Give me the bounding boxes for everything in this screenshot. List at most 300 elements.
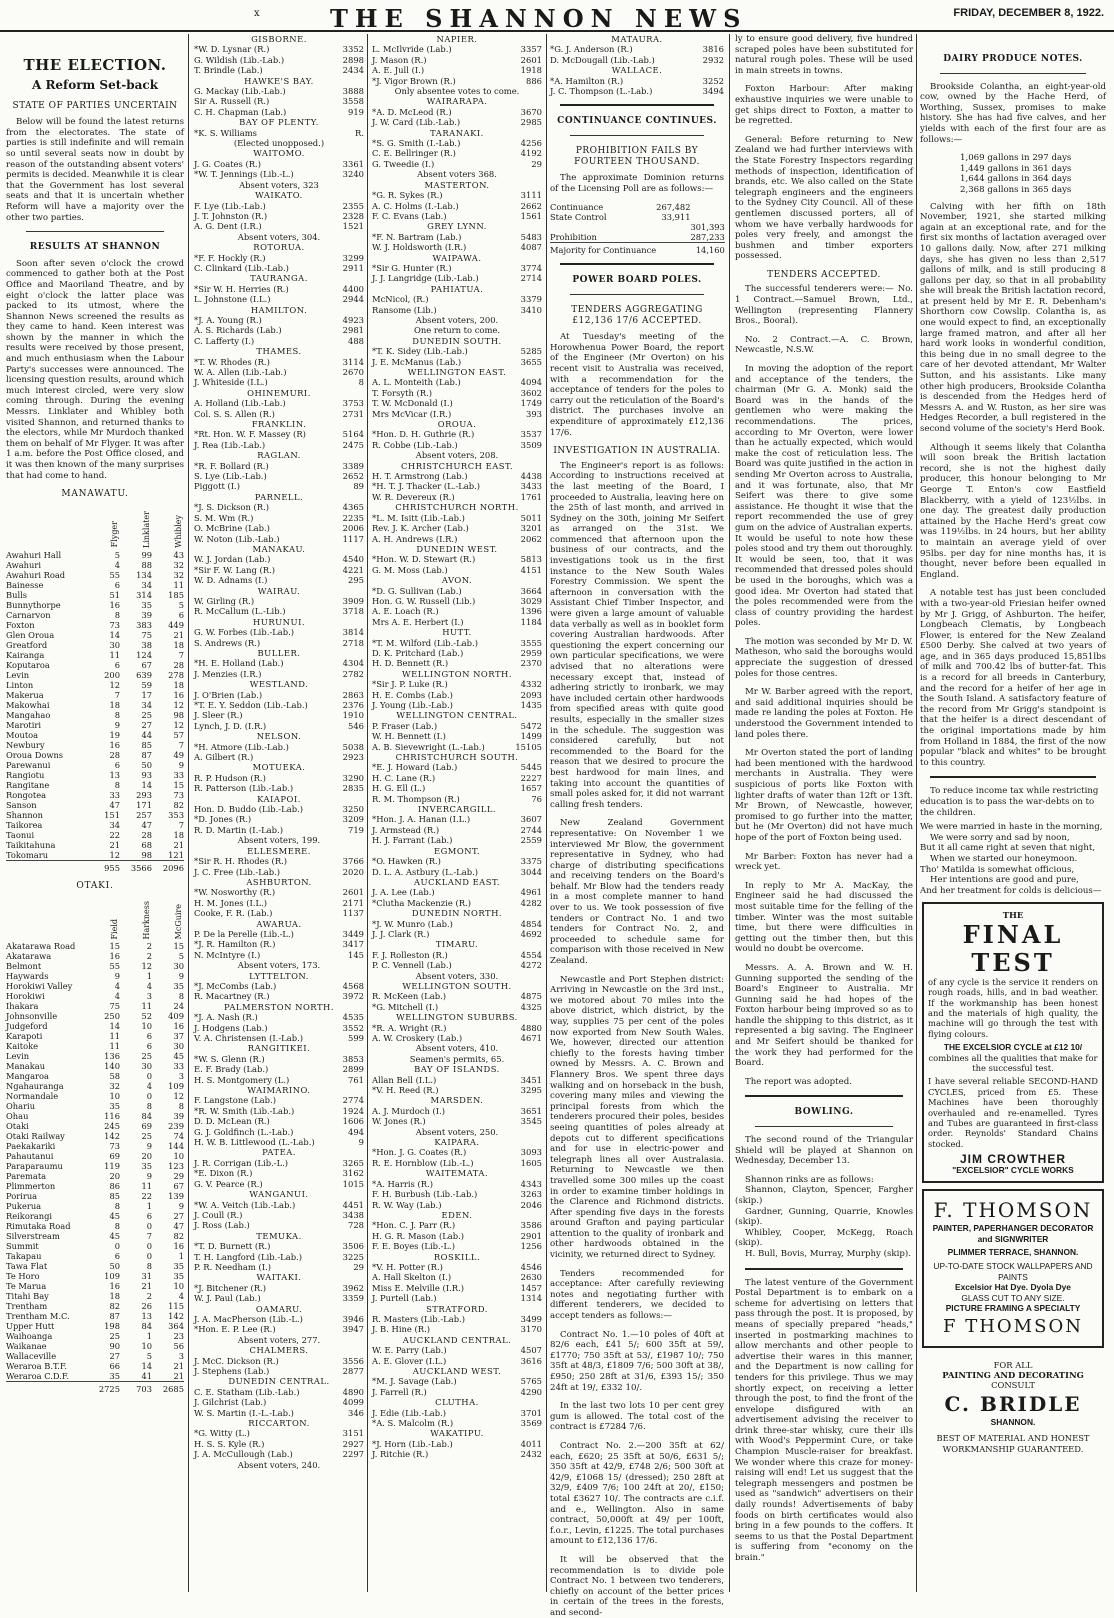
candidate-row xyxy=(372,65,542,75)
candidate-row xyxy=(194,742,364,752)
candidate-name: J. W. Card (Lib.-Lab.) xyxy=(372,117,461,128)
candidate-name: P. R. Needham (I.) xyxy=(194,1261,271,1272)
candidate-votes: 4535 xyxy=(342,1012,364,1023)
candidate-name: *A. D. McLeod (R.) xyxy=(372,106,452,117)
candidate-row xyxy=(194,991,364,1001)
candidate-votes: 76 xyxy=(531,793,542,804)
candidate-name: Cooke, F. R. (Lab.) xyxy=(194,908,273,919)
electorate-heading: WAITEMATA. xyxy=(425,1168,489,1179)
candidate-name: W. J. Paul (Lab.) xyxy=(194,1293,261,1304)
electorate-heading: PARNELL. xyxy=(254,491,304,502)
candidate-votes: 3417 xyxy=(342,939,364,950)
candidate-votes: 2328 xyxy=(342,210,364,221)
table-row: Horokiwi 4 3 8 xyxy=(6,991,184,1002)
candidate-name: A. S. Richards (Lab.) xyxy=(194,325,282,336)
candidate-votes: 2662 xyxy=(520,200,542,211)
electorate-heading: AVON. xyxy=(441,575,473,586)
candidate-name: *L. M. Isitt (Lib.-Lab.) xyxy=(372,512,465,523)
candidate-name: E. F. Brady (Lab.) xyxy=(194,1064,269,1075)
electorate-heading: WESTLAND. xyxy=(249,679,309,690)
candidate-row xyxy=(194,1293,364,1303)
candidate-row xyxy=(194,429,364,439)
continuance-heading: CONTINUANCE CONTINUES. xyxy=(557,116,717,127)
electorate-heading: WALLACE. xyxy=(611,65,663,76)
candidate-votes: 4087 xyxy=(520,242,542,253)
candidate-row xyxy=(372,773,542,783)
candidate-row xyxy=(194,887,364,897)
candidate-row xyxy=(372,1241,542,1251)
candidate-name: H. G. Ell (L.) xyxy=(372,783,426,794)
table-row: Manakau 140 30 33 xyxy=(6,1061,184,1072)
candidate-votes: 4332 xyxy=(520,679,542,690)
candidate-name: R. M. Thompson (R.) xyxy=(372,793,460,804)
candidate-votes: 3774 xyxy=(520,262,542,273)
table-row: Kairanga 11 124 7 xyxy=(6,649,184,660)
candidate-row xyxy=(372,107,542,117)
candidate-row xyxy=(372,1272,542,1282)
candidate-votes: 2559 xyxy=(520,835,542,846)
candidate-name: J. G. Coates (R.) xyxy=(194,158,261,169)
masthead-mark: x xyxy=(254,8,260,19)
candidate-name: A. W. Croskery (Lab.) xyxy=(372,1033,463,1043)
candidate-row xyxy=(194,1127,364,1137)
candidate-name: D. D. McLean (R.) xyxy=(194,1116,270,1127)
candidate-votes: 3909 xyxy=(342,595,364,606)
candidate-votes: 3853 xyxy=(342,1053,364,1064)
table-row: Newbury 16 85 7 xyxy=(6,739,184,750)
masthead xyxy=(0,0,1114,32)
candidate-name: *H. T. J. Thacker (L.-Lab.) xyxy=(372,481,481,492)
candidate-name: *E. Dixon (R.) xyxy=(194,1168,253,1179)
candidate-votes: 2898 xyxy=(342,54,364,65)
candidate-votes: 3545 xyxy=(520,1116,542,1127)
candidate-votes: 1314 xyxy=(520,1293,542,1304)
candidate-row xyxy=(372,606,542,616)
electorate-heading: WELLINGTON EAST. xyxy=(407,367,507,377)
candidate-votes: 1521 xyxy=(342,221,364,232)
candidate-votes: 1137 xyxy=(342,908,364,919)
electorate-heading: ROTORUA. xyxy=(253,242,305,253)
candidate-row xyxy=(372,471,542,481)
candidate-name: W. Noton (Lib.-Lab.) xyxy=(194,533,280,544)
manawatu-totals: 955 3566 2096 xyxy=(6,860,184,873)
candidate-votes: 4304 xyxy=(342,658,364,669)
candidate-name: J. Whiteside (I.L.) xyxy=(194,377,268,388)
table-row: Horokiwi Valley 4 4 35 xyxy=(6,981,184,992)
candidate-votes: 3170 xyxy=(520,1324,542,1335)
candidate-votes: 5472 xyxy=(520,720,542,731)
candidate-row xyxy=(194,1064,364,1074)
table-row: Haywards 9 1 9 xyxy=(6,971,184,982)
candidate-row xyxy=(194,554,364,564)
table-row: Moutoa 19 44 57 xyxy=(6,729,184,740)
candidate-votes: 9 xyxy=(358,1137,364,1148)
candidate-votes: 4438 xyxy=(520,471,542,482)
candidate-votes: 1435 xyxy=(520,700,542,710)
candidate-votes: 89 xyxy=(353,481,364,492)
otaki-table xyxy=(6,893,184,1394)
electorate-heading: FRANKLIN. xyxy=(251,419,307,430)
candidate-votes: 2744 xyxy=(520,824,542,835)
candidate-row xyxy=(194,65,364,75)
candidate-row xyxy=(194,939,364,949)
table-row: Takapau 6 0 1 xyxy=(6,1251,184,1262)
candidate-votes: 3888 xyxy=(342,86,364,97)
candidate-row xyxy=(372,1189,542,1199)
electorate-heading: CHRISTCHURCH NORTH. xyxy=(395,502,519,513)
candidate-row xyxy=(194,96,364,106)
electorate-heading: WAIPAWA. xyxy=(432,252,482,263)
table-row: Greatford 30 38 18 xyxy=(6,639,184,650)
electorate-heading: WELLINGTON SUBURBS. xyxy=(396,1012,518,1023)
electorate-heading: HURUNUI. xyxy=(252,616,306,627)
column-1 xyxy=(6,34,184,1596)
candidate-row xyxy=(372,377,542,387)
candidate-row xyxy=(194,690,364,700)
candidate-row xyxy=(372,919,542,929)
table-row: Tokomaru 12 98 121 xyxy=(6,849,184,860)
candidate-votes: 2877 xyxy=(342,1366,364,1376)
candidate-name: *F. F. Hockly (R.) xyxy=(194,252,266,263)
candidate-row xyxy=(372,429,542,439)
candidate-row xyxy=(194,606,364,616)
candidate-row xyxy=(194,1283,364,1293)
candidate-row xyxy=(372,242,542,252)
candidate-votes: 4282 xyxy=(520,897,542,908)
candidate-name: J. Sleer (R.) xyxy=(194,710,243,721)
candidate-votes: 5038 xyxy=(342,741,364,752)
candidate-name: T. Forsyth (R.) xyxy=(372,387,433,398)
candidate-votes: 494 xyxy=(348,1126,364,1137)
candidate-name: J. Mason (R.) xyxy=(372,54,427,65)
candidate-name: N. McIntyre (I.) xyxy=(194,949,261,960)
table-row: Shannon 151 257 353 xyxy=(6,809,184,820)
candidate-votes: 3111 xyxy=(520,190,542,201)
candidate-votes: 5483 xyxy=(520,231,542,242)
candidate-votes: 2911 xyxy=(342,262,364,273)
candidate-row xyxy=(372,409,542,419)
electorate-heading: PATEA. xyxy=(262,1147,296,1158)
table-row: Taikorea 34 47 7 xyxy=(6,819,184,830)
candidate-votes: 2376 xyxy=(342,700,364,710)
candidate-votes: 1117 xyxy=(342,533,364,544)
electorate-heading: DUNEDIN CENTRAL. xyxy=(228,1376,330,1387)
candidate-votes: 3651 xyxy=(520,1105,542,1116)
column-4-results xyxy=(550,34,724,96)
candidate-votes: 3449 xyxy=(342,928,364,939)
candidate-name: J. A. McCullough (Lab.) xyxy=(194,1449,293,1460)
candidate-votes: 2981 xyxy=(342,325,364,336)
candidate-row xyxy=(194,336,364,346)
result-note: Absent voters, 304. xyxy=(237,231,321,242)
candidate-votes: 1761 xyxy=(520,491,542,502)
candidate-name: *Sir R. H. Rhodes (R.) xyxy=(194,856,288,867)
candidate-votes: 1910 xyxy=(342,710,364,721)
candidate-votes: 3093 xyxy=(520,1147,542,1158)
candidate-row xyxy=(194,211,364,221)
dairy-heading: DAIRY PRODUCE NOTES. xyxy=(943,54,1083,64)
table-row: Ohau 116 84 39 xyxy=(6,1111,184,1122)
candidate-votes: 4961 xyxy=(520,887,542,898)
candidate-votes: 1918 xyxy=(520,65,542,76)
result-note: Absent voters, 250. xyxy=(415,1126,499,1137)
candidate-name: G. Mackay (Lib.-Lab.) xyxy=(194,86,286,97)
result-note: Absent voters, 323 xyxy=(239,179,319,190)
election-subtitle: A Reform Set-back xyxy=(31,78,159,92)
candidate-name: *T. W. Rhodes (R.) xyxy=(194,356,270,367)
bowling-heading: BOWLING. xyxy=(794,1107,854,1118)
table-row: Marotiri 9 27 12 xyxy=(6,719,184,730)
candidate-name: L. McIlvride (Lab.) xyxy=(372,44,452,55)
electorate-heading: WANGANUI. xyxy=(249,1189,309,1200)
candidate-votes: 1256 xyxy=(520,1241,542,1252)
candidate-row xyxy=(372,1345,542,1355)
candidate-row xyxy=(372,190,542,200)
candidate-votes: 2370 xyxy=(520,658,542,669)
column-rule xyxy=(367,34,368,1592)
candidate-row xyxy=(194,1116,364,1126)
candidate-votes: 4854 xyxy=(520,918,542,929)
candidate-name: R. W. Way (Lab.) xyxy=(372,1199,442,1210)
result-note: Absent voters, 200. xyxy=(415,314,499,325)
electorate-heading: OROUA. xyxy=(437,419,477,430)
candidate-row xyxy=(194,55,364,65)
candidate-name: C. E. Statham (Lib.-Lab.) xyxy=(194,1386,300,1397)
candidate-row xyxy=(194,908,364,918)
candidate-name: S. Andrews (R.) xyxy=(194,637,261,648)
table-row: Oroua Downs 28 87 49 xyxy=(6,749,184,760)
candidate-name: Mrs McVicar (I.R.) xyxy=(372,408,452,419)
electorate-heading: MANAKAU. xyxy=(252,543,306,554)
electorate-heading: DUNEDIN SOUTH. xyxy=(412,335,502,346)
table-row: Bulls 51 314 185 xyxy=(6,589,184,600)
candidate-votes: 4011 xyxy=(520,1438,542,1449)
candidate-name: *Hon. C. J. Parr (R.) xyxy=(372,1220,456,1231)
candidate-row xyxy=(372,1106,542,1116)
candidate-votes: 3558 xyxy=(342,96,364,107)
candidate-votes: 3029 xyxy=(520,595,542,606)
electorate-heading: ELLESMERE. xyxy=(247,845,311,856)
candidate-row xyxy=(372,388,542,398)
candidate-votes: 1606 xyxy=(342,1116,364,1127)
candidate-row xyxy=(372,1231,542,1241)
candidate-votes: 3766 xyxy=(342,856,364,867)
candidate-name: Hon. G. W. Russell (Lib.) xyxy=(372,595,476,606)
candidate-votes: 2297 xyxy=(342,1449,364,1460)
candidate-name: *R. A. Wright (R.) xyxy=(372,1022,447,1033)
candidate-name: A. J. Murdoch (I.) xyxy=(372,1105,446,1116)
candidate-row xyxy=(194,867,364,877)
candidate-name: J. Gilchrist (Lab.) xyxy=(194,1397,267,1408)
candidate-name: *J. Vigor Brown (R.) xyxy=(372,75,456,86)
candidate-name: *J. A. Young (R.) xyxy=(194,314,262,325)
candidate-row xyxy=(372,1387,542,1397)
candidate-votes: 4692 xyxy=(520,928,542,939)
candidate-name: A. H. Andrews (I.R.) xyxy=(372,533,458,544)
candidate-votes: 719 xyxy=(348,824,364,835)
candidate-name: J. C. Free (Lib.-Lab.) xyxy=(194,866,281,877)
candidate-votes: 2863 xyxy=(342,689,364,700)
candidate-name: *W. D. Lysnar (R.) xyxy=(194,44,270,55)
candidate-votes: 2355 xyxy=(342,200,364,211)
electorate-heading: EDEN. xyxy=(441,1209,473,1220)
candidate-name: *M. J. Savage (Lab.) xyxy=(372,1376,457,1387)
candidate-row xyxy=(194,513,364,523)
candidate-votes: 1605 xyxy=(520,1157,542,1168)
candidate-name: H. S. S. Kyle (R.) xyxy=(194,1438,265,1449)
candidate-votes: 4554 xyxy=(520,949,542,960)
result-note: Absent voters, 277. xyxy=(237,1334,321,1345)
candidate-name: *K. S. Williams xyxy=(194,127,257,138)
candidate-name: R. Patterson (Lib.-Lab.) xyxy=(194,783,294,794)
candidate-votes: 3361 xyxy=(342,158,364,169)
candidate-row xyxy=(372,762,542,772)
candidate-name: F. J. Rolleston (R.) xyxy=(372,949,448,960)
candidate-votes: 3359 xyxy=(342,1293,364,1304)
candidate-name: *O. Hawken (R.) xyxy=(372,856,441,867)
electorate-heading: RANGITIKEI. xyxy=(247,1043,311,1054)
table-row: Trentham M.C. 87 13 142 xyxy=(6,1311,184,1322)
electorate-heading: WAIMARINO. xyxy=(247,1085,311,1096)
table-row: Paekakariki 73 9 144 xyxy=(6,1141,184,1152)
candidate-row xyxy=(372,783,542,793)
result-note: Absent voters, 330. xyxy=(415,970,499,981)
table-row: Taikitahuna 21 68 21 xyxy=(6,839,184,850)
candidate-votes: 2932 xyxy=(702,54,724,65)
candidate-votes: 3250 xyxy=(342,804,364,815)
candidate-name: Sir A. Russell (R.) xyxy=(194,96,270,107)
candidate-votes: 4540 xyxy=(342,554,364,565)
candidate-row xyxy=(372,867,542,877)
candidate-row xyxy=(372,742,542,752)
candidate-name: A. B. Sievewright (L.-Lab.) xyxy=(372,741,485,752)
table-row: Ihakara 75 11 24 xyxy=(6,1001,184,1012)
candidate-row xyxy=(194,1023,364,1033)
cycle-advert: THE FINAL TEST of any cycle is the service it renders on rough roads, hills, and in bad weather. If the workmanship has been honest and the materials of high quality, the machine will go through the test with flying colours. THE EXCELSIOR CYCLE at £12 10/ combines all the qualities that make for the successful test. I have several reliable SECOND-HAND CYCLES, priced from £5. These Machines have been thoroughly overhauled and re-enamelled. Tyres and Tubes are guaranteed in first-class order. Reynolds' Standard Chains stocked. JIM CROWTHER "EXCELSIOR" CYCLE WORKS xyxy=(922,902,1104,1183)
candidate-row xyxy=(194,773,364,783)
candidate-row xyxy=(194,263,364,273)
candidate-name: H. D. Bennett (R.) xyxy=(372,658,449,669)
candidate-row xyxy=(194,638,364,648)
candidate-row xyxy=(372,638,542,648)
electorate-heading: TEMUKA. xyxy=(256,1230,302,1241)
candidate-votes: 3451 xyxy=(520,1074,542,1085)
candidate-row xyxy=(194,315,364,325)
table-row: Belmont 55 12 30 xyxy=(6,961,184,972)
electorate-heading: AUCKLAND CENTRAL. xyxy=(402,1334,512,1345)
electorate-heading: PAHIATUA. xyxy=(430,283,484,294)
electorate-heading: KAIAPOI. xyxy=(257,793,301,804)
candidate-row xyxy=(194,471,364,481)
candidate-row xyxy=(372,534,542,544)
candidate-votes: 5765 xyxy=(520,1376,542,1387)
candidate-row xyxy=(194,1033,364,1043)
candidate-row xyxy=(372,1439,542,1449)
candidate-row xyxy=(194,1356,364,1366)
table-row: Ngahauranga 32 4 109 xyxy=(6,1081,184,1092)
candidate-votes: 1396 xyxy=(520,606,542,617)
candidate-votes: 3607 xyxy=(520,814,542,825)
candidate-votes: 2927 xyxy=(342,1438,364,1449)
candidate-row xyxy=(372,1408,542,1418)
electorate-heading: INVERCARGILL. xyxy=(417,804,497,815)
candidate-votes: 2630 xyxy=(520,1272,542,1283)
column-5: ly to ensure good delivery, five hundred scraped poles have been substituted for natural rough poles. These will be used in main streets in towns. Foxton Harbour: After making exhaustive inquiries we were unable to get ships direct to Foxton, a matter to be regretted. General: Before returning to New Zealand we had further interviews with the State Forestry Inspectors regarding methods of inspection, identification of brands, etc. We also called on the State telegraph engineers and the engineers to the Sydney City Council. All of these gentlemen discussed porters, all of whom we have verbally hardwoods for poles very freely, and amongst the bushmen and timber exporters possessed. TENDERS ACCEPTED. The successful tenderers were:— No. 1 Contract.—Samuel Brown, Ltd., Wellington (representing Flannery Bros., Booral). No. 2 Contract.—A. C. Brown, Newcastle, N.S.W. In moving the adoption of the report and acceptance of the tenders, the chairman (Mr G. A. Monk) said the Board was in the hands of the gentlemen who were making the recommendations. The prices, according to Mr Overton, were lower than he actually expected, which would make the cost of reticulation less. The Board was quite justified in the action in sending Mr Overton across to Australia, and it was fortunate, also, that Mr Seifert was there to give some assistance. He thought it wise that the report recommended the use of grey gum on the advice of Australian experts. It would be useful to note how these poles stood and try them out thoroughly. It would be seen, too, that it was recommended that dressed poles should be used in the boroughs, which was a good idea. Mr Overton had stated that the poles recommended were from the class of country providing the hardest poles. The motion was seconded by Mr D. W. Matheson, who said the boroughs would appreciate the suggestion of dressed poles for those centres. Mr W. Barber agreed with the report, and said additional inquiries should be made re landing the poles at Foxton. He understood the Government intended to land poles there. Mr Overton stated the port of landing had been mentioned with the hardwood merchants in Australia. They were suspicious of ports like Foxton with lighter drafts of water than 12ft or 13ft. Mr Brown, of Newcastle, however, promised to go further into the matter, but he (Mr Overton) did not have much hope of the port of Foxton being used. Mr Barber: Foxton has never had a wreck yet. In reply to Mr A. MacKay, the Engineer said he had discussed the most suitable time for the felling of the timber. Winter was the most suitable time, but there were difficulties in getting out the timber then, but this would no doubt be overcome. Messrs. A. A. Brown and W. H. Gunning supported the sending of the Board's Engineer to Australia. Mr Gunning said he had hopes of the Foxton harbour being improved so as to handle the shipping to this district, as it represented a big saving. The Engineer and Mr Seifert should be thanked for the work they had performed for the Board. The report was adopted. BOWLING. The second round of the Triangular Shield will be played at Shannon on Wednesday, December 13. Shannon rinks are as follows: Shannon, Clayton, Spencer, Fargher (skip.) Gardner, Gunning, Quarrie, Knowles (skip). Whibley, Cooper, McKegg, Roach (skip). H. Bull, Bovis, Murray, Murphy (skip). The latest venture of the Government Postal Department is to embark on a scheme for advertising on letters that pass through the post. It is proposed, by means of specially prepared "heads," inserted in postmarking machines to allow merchants and other people to advertise their wares in this manner, and the Department is now calling for tenders for this privilege. Thus we may shortly expect, on receiving a letter through the post, to find the front of the envelope disfigured with an advertisement advising the receiver to drink three-star whisky, cure their ills with Wood's Peppermint Cure, or take Champion Muscle-raiser for breakfast. We wonder where this craze for money-raising will end! Let us suggest that the telegraph messengers and postmen be used as "sandwich" advertisers on their daily rounds! Advertisements of baby foods on birth certificates would also bring in a few pounds to the coffers. It seems to us that the Postal Department is suffering from "economy on the brain." xyxy=(735,34,913,1563)
candidate-row xyxy=(194,1200,364,1210)
candidate-row xyxy=(372,554,542,564)
candidate-name: J. J. Langridge (Lib.-Lab.) xyxy=(372,273,479,284)
electorate-heading: LYTTELTON. xyxy=(249,970,309,981)
candidate-row xyxy=(194,700,364,710)
candidate-row xyxy=(194,1439,364,1449)
candidate-name: *D. G. Sullivan (Lab.) xyxy=(372,585,462,596)
table-row: Ohariu 35 8 8 xyxy=(6,1101,184,1112)
candidate-row xyxy=(372,1376,542,1386)
candidate-row xyxy=(372,679,542,689)
table-row: Parewanui 6 50 9 xyxy=(6,759,184,770)
candidate-row xyxy=(372,305,542,315)
candidate-name: G. M. Moss (Lab.) xyxy=(372,564,448,575)
candidate-name: T. Brindle (Lab.) xyxy=(194,65,263,76)
candidate-name: *D. Jones (R.) xyxy=(194,814,252,825)
candidate-votes: 3265 xyxy=(342,1157,364,1168)
candidate-row xyxy=(372,1356,542,1366)
candidate-votes: 29 xyxy=(353,1261,364,1272)
candidate-row xyxy=(372,1283,542,1293)
candidate-name: *Sir J. P. Luke (R.) xyxy=(372,679,448,690)
candidate-name: *T. D. Burnett (R.) xyxy=(194,1241,271,1252)
candidate-name: *Rt. Hon. W. F. Massey (R) xyxy=(194,429,306,440)
column-rule xyxy=(546,34,547,1592)
candidate-name: A. E. Jull (I.) xyxy=(372,65,425,76)
candidate-row xyxy=(550,86,724,96)
candidate-name: H. W. B. Littlewood (L.-Lab.) xyxy=(194,1137,315,1148)
col-header: Harkness xyxy=(142,900,151,940)
column-rule xyxy=(188,34,189,1592)
candidate-row xyxy=(372,1085,542,1095)
candidate-name: J. O'Brien (Lab.) xyxy=(194,689,263,700)
electorate-heading: TIMARU. xyxy=(435,939,479,950)
electorate-heading: CHALMERS. xyxy=(249,1345,309,1356)
candidate-name: *Hon. J. G. Coates (R.) xyxy=(372,1147,467,1158)
candidate-name: *G. Mitchell (I.) xyxy=(372,1001,439,1012)
electorate-heading: WAIRARAPA. xyxy=(426,96,488,107)
electorate-heading: WELLINGTON CENTRAL. xyxy=(396,710,518,721)
candidate-name: *V. H. Reed (R.) xyxy=(372,1085,439,1096)
candidate-name: *V. H. Potter (R.) xyxy=(372,1261,443,1272)
candidate-name: H. J. Farrant (Lab.) xyxy=(372,835,453,846)
candidate-votes: 2601 xyxy=(520,54,542,65)
candidate-votes: 3252 xyxy=(702,75,724,86)
candidate-row xyxy=(194,367,364,377)
candidate-name: J. Menzies (I.R.) xyxy=(194,668,262,679)
candidate-row xyxy=(194,1168,364,1178)
table-row: Sanson 47 171 82 xyxy=(6,799,184,810)
candidate-votes: 3655 xyxy=(520,356,542,367)
candidate-row xyxy=(194,294,364,304)
continuance-intro: The approximate Dominion returns of the Licensing Poll are as follows:— xyxy=(550,173,724,194)
electorate-heading: WAKATIPU. xyxy=(430,1428,484,1439)
candidate-row xyxy=(372,1179,542,1189)
candidate-row xyxy=(194,1241,364,1251)
candidate-name: J. Hodgens (Lab.) xyxy=(194,1022,268,1033)
electorate-heading: MATAURA. xyxy=(611,34,663,44)
candidate-votes: 2985 xyxy=(520,117,542,128)
candidate-name: W. A. Allen (Lib.-Lab.) xyxy=(194,367,287,377)
candidate-name: J. C. Thompson (L.-Lab.) xyxy=(550,86,653,97)
electorate-heading: NAPIER. xyxy=(436,34,478,44)
candidate-votes: 3537 xyxy=(520,429,542,440)
